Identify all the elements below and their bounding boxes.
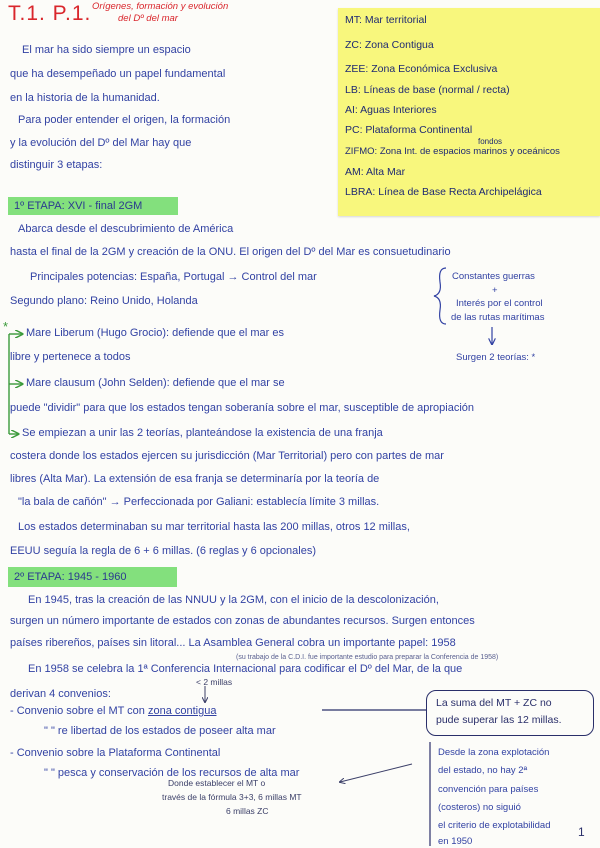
theory-line: "la bala de cañón" → Perfeccionada por Galiani: establecía límite 3 millas. xyxy=(18,496,380,508)
stage1-line: Principales potencias: España, Portugal → Control del mar xyxy=(30,271,317,283)
intro-line: Para poder entender el origen, la formación xyxy=(18,114,231,126)
stage1-line: hasta el final de la 2GM y creación de la ONU. El origen del Dº del Mar es consuetudinario xyxy=(10,246,451,258)
formula-note-line: través de la fórmula 3+3, 6 millas MT xyxy=(162,792,302,802)
stage1-heading: 1º ETAPA: XVI - final 2GM xyxy=(8,197,178,215)
stage2-heading: 2º ETAPA: 1945 - 1960 xyxy=(8,567,177,587)
stage2-line: surgen un número importante de estados con zonas de abundantes recursos. Surgen entonces xyxy=(10,615,475,627)
convention-item xyxy=(10,705,216,718)
glossary-item: MT: Mar territorial xyxy=(345,14,427,26)
side-note-line: del estado, no hay 2ª xyxy=(438,765,528,776)
theory-line: EEUU seguía la regla de 6 + 6 millas. (6 reglas y 6 opcionales) xyxy=(10,545,317,557)
intro-line: en la historia de la humanidad. xyxy=(10,92,160,104)
intro-line: distinguir 3 etapas: xyxy=(10,159,103,171)
glossary-item: ZIFMO: Zona Int. de espacios marinos y oceánicos xyxy=(345,146,560,157)
theories-marker: * xyxy=(3,319,9,334)
glossary-item: ZC: Zona Contigua xyxy=(345,39,434,51)
glossary-correction: fondos xyxy=(478,137,503,146)
glossary-item: LB: Líneas de base (normal / recta) xyxy=(345,84,510,96)
side-note-line: (costeros) no siguió xyxy=(438,802,521,813)
side-note-line: en 1950 xyxy=(438,836,473,847)
convention-text: - Convenio sobre el MT con xyxy=(10,705,145,717)
page-number: 1 xyxy=(578,825,585,839)
theory-line: libre y pertenece a todos xyxy=(10,351,131,363)
theories-bracket xyxy=(9,334,22,434)
page-title: T.1. P.1. xyxy=(8,2,92,25)
glossary-item: AM: Alta Mar xyxy=(345,166,406,178)
theory-line: puede "dividir" para que los estados tengan soberanía sobre el mar, susceptible de apropiación xyxy=(10,402,474,414)
stage1-line: Segundo plano: Reino Unido, Holanda xyxy=(10,295,198,307)
formula-note-line: 6 millas ZC xyxy=(226,806,269,816)
intro-line: y la evolución del Dº del Mar hay que xyxy=(10,137,192,149)
intro-line: El mar ha sido siempre un espacio xyxy=(22,44,191,56)
side-note-line: Desde la zona explotación xyxy=(438,747,550,758)
intro-line: que ha desempeñado un papel fundamental xyxy=(10,68,226,80)
glossary-item: AI: Aguas Interiores xyxy=(345,104,437,116)
glossary-item: PC: Plataforma Continental xyxy=(345,124,473,136)
curly-brace-icon xyxy=(434,268,446,324)
glossary-item: LBRA: Línea de Base Recta Archipelágica xyxy=(345,186,542,198)
stage2-line: En 1958 se celebra la 1ª Conferencia Internacional para codificar el Dº del Mar, de la que xyxy=(28,663,463,675)
arrow-left-icon xyxy=(340,764,412,782)
theory-line: Los estados determinaban su mar territorial hasta las 200 millas, otros 12 millas, xyxy=(18,521,410,533)
stage2-line: En 1945, tras la creación de las NNUU y la 2GM, con el inicio de la descolonización, xyxy=(28,594,439,606)
stage1-side-note: de las rutas marítimas xyxy=(451,312,545,323)
convention-underlined: zona contigua xyxy=(147,705,217,717)
box-note-line: La suma del MT + ZC no xyxy=(436,697,552,709)
stage2-line: países ribereños, países sin litoral... La Asamblea General cobra un importante papel: 1958 xyxy=(10,637,456,649)
side-note-line: convención para países xyxy=(438,784,539,795)
box-note-line: pude superar las 12 millas. xyxy=(436,714,562,726)
convention-item: " " pesca y conservación de los recursos de alta mar xyxy=(44,767,300,779)
glossary-item: ZEE: Zona Económica Exclusiva xyxy=(345,63,498,75)
stage1-line: Abarca desde el descubrimiento de América xyxy=(18,223,234,235)
convention-item: - Convenio sobre la Plataforma Continental xyxy=(10,747,221,759)
theory-line: costera donde los estados ejercen su jurisdicción (Mar Territorial) pero con partes de mar xyxy=(10,450,444,462)
formula-note-line: Donde establecer el MT o xyxy=(168,778,266,788)
theory-line: Mare clausum (John Selden): defiende que el mar se xyxy=(26,377,285,389)
stage1-side-note: Interés por el control xyxy=(456,298,543,309)
theory-line: Mare Liberum (Hugo Grocio): defiende que el mar es xyxy=(26,327,285,339)
limit-note: < 2 millas xyxy=(196,677,233,687)
stage2-small-note: (su trabajo de la C.D.I. fue importante estudio para preparar la Conferencia de 1958) xyxy=(236,654,499,661)
theory-line: Se empiezan a unir las 2 teorías, planteándose la existencia de una franja xyxy=(22,427,383,439)
side-note-line: el criterio de explotabilidad xyxy=(438,820,551,831)
stage1-side-note: Surgen 2 teorías: * xyxy=(456,352,536,363)
theory-line: libres (Alta Mar). La extensión de esa franja se determinaría por la teoría de xyxy=(10,473,380,485)
subtitle-line: del Dº del mar xyxy=(118,13,178,24)
conventions-intro: derivan 4 convenios: xyxy=(10,688,111,700)
stage1-side-note: Constantes guerras xyxy=(452,271,535,282)
stage1-side-note: + xyxy=(492,285,498,296)
subtitle-line: Orígenes, formación y evolución xyxy=(92,1,229,12)
glossary-sticky-note xyxy=(338,8,600,216)
convention-item: " " re libertad de los estados de poseer alta mar xyxy=(44,725,276,737)
